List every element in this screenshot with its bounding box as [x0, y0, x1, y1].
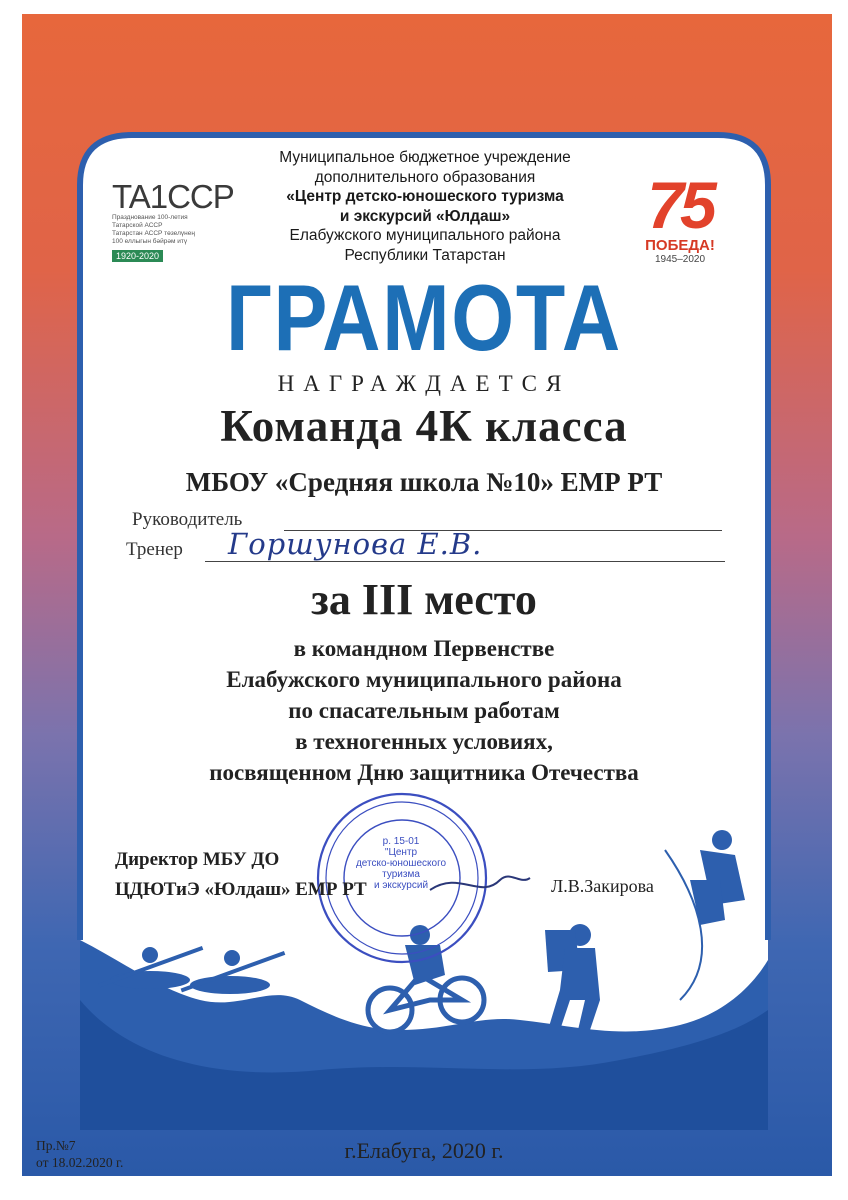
description-line: посвященном Дню защитника Отечества: [209, 760, 639, 785]
coach-underline: [205, 561, 725, 562]
director-title: [115, 845, 367, 905]
stamp-line: и экскурсий: [373, 880, 429, 891]
victory-number: 75: [647, 168, 713, 242]
competition-description: [0, 633, 848, 788]
director-line: ЦДЮТиЭ «Юлдаш» ЕМР РТ: [115, 879, 367, 900]
place-award: за III место: [311, 575, 537, 624]
school-name: МБОУ «Средняя школа №10» ЕМР РТ: [185, 467, 663, 497]
awarded-label: НАГРАЖДАЕТСЯ: [277, 371, 571, 396]
stamp-line: "Центр: [384, 847, 418, 858]
director-name: Л.В.Закирова: [551, 876, 654, 896]
org-line: Муниципальное бюджетное учреждение: [279, 149, 571, 166]
stamp-line: р. 15-01: [382, 836, 420, 847]
tassr-brand: TA1CCP: [112, 178, 234, 215]
tassr-line: Татарской АССР: [112, 222, 163, 229]
organization-header: [210, 148, 640, 265]
tassr-years: 1920-2020: [112, 250, 163, 262]
org-line: и экскурсий «Юлдаш»: [339, 207, 511, 225]
city-year: г.Елабуга, 2020 г.: [344, 1138, 504, 1163]
order-number: Пр.№7: [36, 1138, 76, 1153]
recipient-name: Команда 4К класса: [220, 401, 628, 451]
org-line: Елабужского муниципального района: [289, 227, 561, 244]
tassr-line: Татарстан АССР төзелүнең: [112, 230, 195, 237]
certificate-title: ГРАМОТА: [226, 265, 622, 370]
order-date: от 18.02.2020 г.: [36, 1155, 124, 1170]
coach-handwritten-name: Горшунова Е.В.: [228, 527, 483, 561]
org-line: Республики Татарстан: [344, 246, 506, 264]
stamp-line: туризма: [382, 869, 420, 880]
leader-label: Руководитель: [132, 509, 243, 530]
description-line: по спасательным работам: [288, 698, 560, 723]
tassr-line: Празднование 100-летия: [112, 214, 188, 221]
victory-word: ПОБЕДА!: [645, 237, 715, 254]
org-line: дополнительного образования: [314, 168, 536, 186]
description-line: в командном Первенстве: [293, 636, 555, 661]
org-line: «Центр детско-юношеского туризма: [286, 188, 564, 205]
director-line: Директор МБУ ДО: [115, 849, 280, 870]
tassr-line: 100 еллыгын бәйрәм итү: [112, 238, 188, 245]
description-line: в техногенных условиях,: [295, 729, 553, 754]
description-line: Елабужского муниципального района: [226, 667, 622, 692]
stamp-line: детско-юношеского: [355, 858, 447, 869]
victory-75-logo: [634, 168, 726, 265]
coach-label: Тренер: [126, 539, 183, 560]
victory-years: 1945–2020: [654, 254, 706, 265]
